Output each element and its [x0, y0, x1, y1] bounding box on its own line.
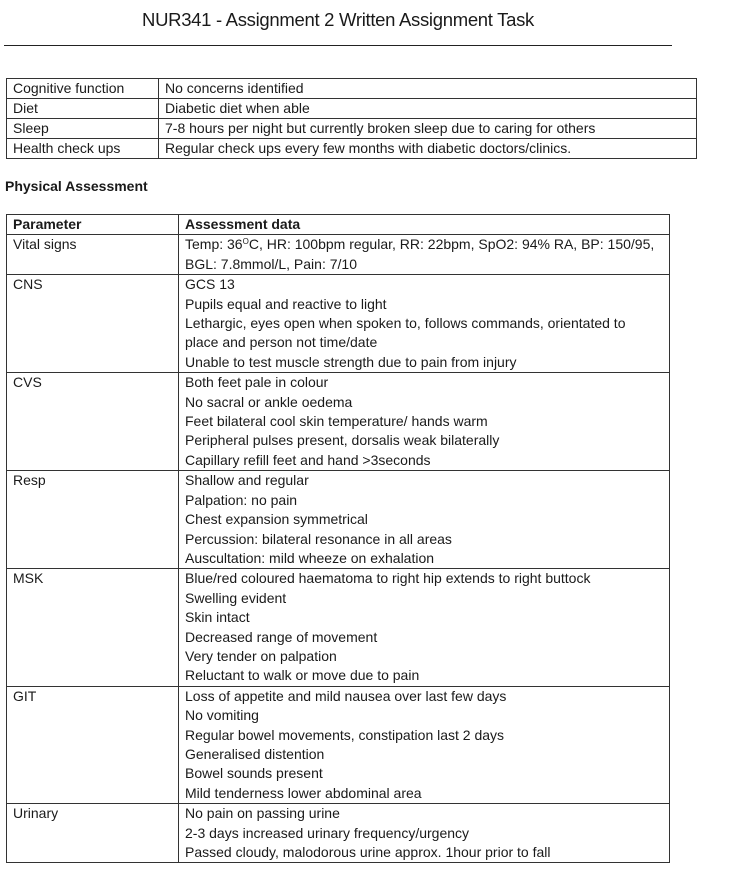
column-header-parameter: Parameter	[7, 215, 179, 235]
header-divider	[4, 45, 672, 46]
table-row	[7, 79, 697, 99]
resp-line: Percussion: bilateral resonance in all areas	[185, 530, 452, 547]
parameter-cvs: CVS	[7, 373, 179, 471]
cns-line: Unable to test muscle strength due to pain from injury	[185, 353, 517, 370]
parameter-msk: MSK	[7, 569, 179, 686]
table-row	[7, 471, 670, 569]
resp-line: Palpation: no pain	[185, 491, 298, 508]
table-row	[7, 373, 670, 471]
git-line: Loss of appetite and mild nausea over last few days	[185, 687, 507, 704]
degree-mark: O	[242, 237, 249, 247]
git-line: Bowel sounds present	[185, 765, 323, 782]
parameter-resp: Resp	[7, 471, 179, 569]
vitals-line: BGL: 7.8mmol/L, Pain: 7/10	[185, 255, 357, 272]
parameter-cns: CNS	[7, 275, 179, 373]
vitals-temp-prefix: Temp: 36	[185, 236, 243, 253]
git-line: Generalised distention	[185, 745, 325, 762]
row-label-health-check-ups: Health check ups	[7, 139, 159, 159]
parameter-git: GIT	[7, 686, 179, 803]
resp-line: Chest expansion symmetrical	[185, 511, 368, 528]
table-row	[7, 99, 697, 119]
parameter-urinary: Urinary	[7, 804, 179, 863]
cns-line: Pupils equal and reactive to light	[185, 295, 387, 312]
assessment-urinary	[179, 804, 670, 863]
assessment-msk	[179, 569, 670, 686]
cns-line: Lethargic, eyes open when spoken to, follows commands, orientated to	[185, 315, 626, 332]
table-row	[7, 139, 697, 159]
table-row	[7, 275, 670, 373]
urinary-line: 2-3 days increased urinary frequency/urgency	[185, 824, 470, 841]
assessment-cns	[179, 275, 670, 373]
urinary-line: No pain on passing urine	[185, 805, 340, 822]
table-row	[7, 119, 697, 139]
table-header-row	[7, 215, 670, 235]
assessment-resp	[179, 471, 670, 569]
row-value-sleep: 7-8 hours per night but currently broken sleep due to caring for others	[159, 119, 697, 139]
cvs-line: Capillary refill feet and hand >3seconds	[185, 451, 431, 468]
git-line: Mild tenderness lower abdominal area	[185, 784, 422, 801]
cvs-line: Both feet pale in colour	[185, 374, 329, 391]
cns-line: place and person not time/date	[185, 334, 378, 351]
row-label-sleep: Sleep	[7, 119, 159, 139]
physical-assessment-heading: Physical Assessment	[5, 178, 148, 194]
physical-assessment-table	[6, 214, 670, 863]
row-value-health-check-ups: Regular check ups every few months with diabetic doctors/clinics.	[159, 139, 697, 159]
cns-line: GCS 13	[185, 276, 235, 293]
msk-line: Blue/red coloured haematoma to right hip extends to right buttock	[185, 570, 591, 587]
parameter-vital-signs: Vital signs	[7, 235, 179, 275]
page-title: NUR341 - Assignment 2 Written Assignment Task	[142, 9, 534, 30]
row-value-diet: Diabetic diet when able	[159, 99, 697, 119]
cvs-line: Feet bilateral cool skin temperature/ hands warm	[185, 413, 488, 430]
cvs-line: Peripheral pulses present, dorsalis weak bilaterally	[185, 432, 500, 449]
row-label-cognitive: Cognitive function	[7, 79, 159, 99]
column-header-assessment-data: Assessment data	[179, 215, 670, 235]
assessment-vital-signs	[179, 235, 670, 275]
msk-line: Very tender on palpation	[185, 647, 337, 664]
msk-line: Swelling evident	[185, 589, 287, 606]
table-row	[7, 569, 670, 686]
assessment-cvs	[179, 373, 670, 471]
msk-line: Skin intact	[185, 609, 250, 626]
resp-line: Auscultation: mild wheeze on exhalation	[185, 549, 435, 566]
row-value-cognitive: No concerns identified	[159, 79, 697, 99]
cvs-line: No sacral or ankle oedema	[185, 393, 353, 410]
table-row	[7, 804, 670, 863]
resp-line: Shallow and regular	[185, 472, 309, 489]
vitals-temp-suffix: C, HR: 100bpm regular, RR: 22bpm, SpO2: 94% RA, BP: 150/95,	[248, 236, 655, 253]
vitals-line	[185, 235, 663, 254]
table-row	[7, 235, 670, 275]
msk-line: Decreased range of movement	[185, 628, 378, 645]
msk-line: Reluctant to walk or move due to pain	[185, 667, 420, 684]
summary-table	[6, 78, 697, 159]
urinary-line: Passed cloudy, malodorous urine approx. 1hour prior to fall	[185, 844, 551, 860]
git-line: No vomiting	[185, 707, 259, 724]
git-line: Regular bowel movements, constipation last 2 days	[185, 726, 505, 743]
assessment-git	[179, 686, 670, 803]
table-row	[7, 686, 670, 803]
row-label-diet: Diet	[7, 99, 159, 119]
